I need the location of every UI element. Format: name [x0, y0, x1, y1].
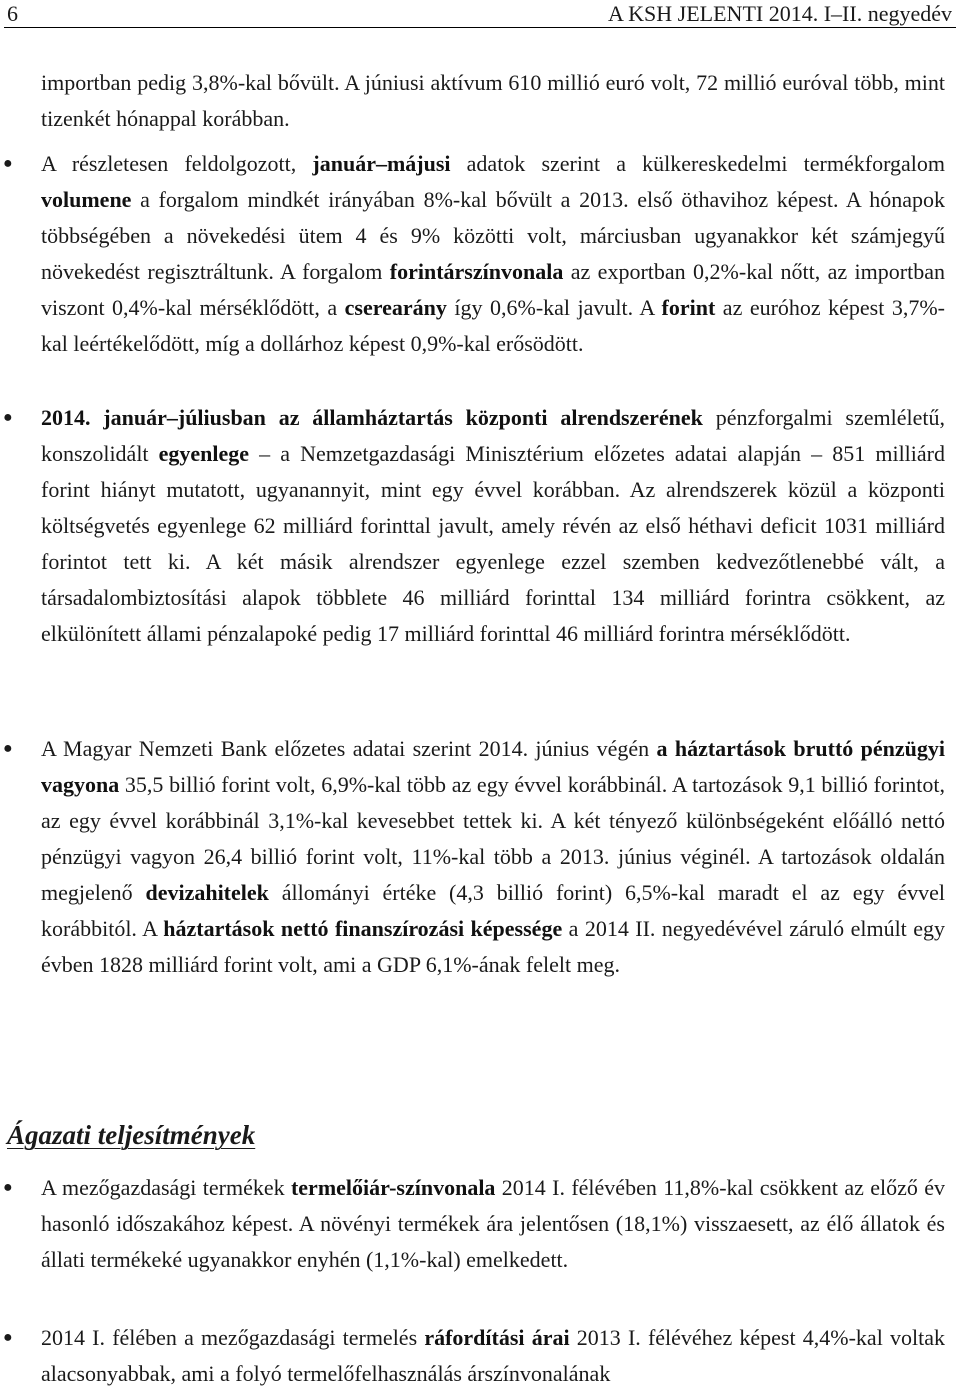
paragraph-trade-continuation	[41, 65, 945, 137]
bold-text: egyenlege	[158, 441, 250, 466]
bold-text: cserearány	[344, 295, 447, 320]
bold-text: ráfordítási árai	[424, 1325, 570, 1350]
header-rule	[4, 27, 956, 28]
text-run: az euróhoz képest 3,7%-kal leértékelődött, míg a dollárhoz képest 0,9%-kal erősödött.	[41, 295, 945, 356]
paragraph-agri-input-prices	[41, 1320, 945, 1392]
text-run: adatok szerint a külkereskedelmi termékforgalom	[450, 151, 945, 176]
bullet-icon: ●	[3, 155, 13, 172]
text-run: az exportban 0,2%-kal nőtt, az importban viszont 0,4%-kal mérséklődött, a	[41, 259, 945, 320]
text-run: pénzforgalmi szemléletű, konszolidált	[41, 405, 945, 466]
page-header	[0, 0, 960, 30]
text-run: A Magyar Nemzeti Bank előzetes adatai szerint 2014. június végén	[41, 736, 657, 761]
text-run: 2014 I. félében a mezőgazdasági termelés	[41, 1325, 425, 1350]
bullet-icon: ●	[3, 1179, 13, 1196]
bold-text: a háztartások bruttó pénzügyi vagyona	[41, 736, 945, 797]
text-run: – a Nemzetgazdasági Minisztérium előzetes adatai alapján – 851 milliárd forint hiányt mutatott, ugyanannyit, mint egy évvel korábban. Az alrendszerek közül a központi költségvetés egyenlege 62 milliárd forinttal javult, amely révén az első héthavi deficit 1031 milliárd forintot tett ki. A két másik alrendszer egyenlege ezzel szemben kedvezőtlenebbé vált, a társadalombiztosítási alapok többlete 46 milliárd forinttal 134 milliárd forintra csökkent, az elkülönített állami pénzalapoké pedig 17 milliárd forinttal 46 milliárd forintra mérséklődött.	[41, 441, 945, 646]
bold-text: forint	[661, 295, 716, 320]
text-run: 35,5 billió forint volt, 6,9%-kal több az egy évvel korábbinál. A tartozások 9,1 billió forintot, az egy évvel korábbinál 3,1%-kal kevesebbet tettek ki. A két tényező különbségeként előálló nettó pénzügyi vagyon 26,4 billió forint volt, 11%-kal több a 2013. június véginél. A tartozások oldalán megjelenő	[41, 772, 945, 905]
text-run: állományi értéke (4,3 billió forint) 6,5%-kal maradt el az egy évvel korábbitól. A	[41, 880, 945, 941]
text-run: így 0,6%-kal javult. A	[446, 295, 662, 320]
bold-text: termelőiár-színvonala	[290, 1175, 496, 1200]
paragraph-household-finances	[41, 731, 945, 983]
page-number: 6	[7, 1, 18, 26]
text-run: a forgalom mindkét irányában 8%-kal bővült a 2013. első öthavihoz képest. A hónapok többségében a növekedési ütem 4 és 9% közötti volt, márciusban ugyanakkor két számjegyű növekedést regisztráltunk. A forgalom	[41, 187, 945, 284]
section-title: Ágazati teljesítmények	[7, 1120, 256, 1150]
paragraph-foreign-trade	[41, 146, 945, 362]
bullet-icon: ●	[3, 1329, 13, 1346]
text-run: A mezőgazdasági termékek	[41, 1175, 291, 1200]
text-run: 2013 I. félévéhez képest 4,4%-kal voltak alacsonyabbak, ami a folyó termelőfelhasználás árszínvonalának	[41, 1325, 945, 1386]
bold-text: háztartások nettó finanszírozási képessége	[163, 916, 563, 941]
bold-text: volumene	[41, 187, 132, 212]
text-run: importban pedig 3,8%-kal bővült. A júniusi aktívum 610 millió euró volt, 72 millió euróval több, mint tizenkét hónappal korábban.	[41, 70, 945, 131]
paragraph-agri-producer-prices	[41, 1170, 945, 1278]
text-run: a 2014 II. negyedévével záruló elmúlt egy évben 1828 milliárd forint volt, ami a GDP 6,1%-ának felelt meg.	[41, 916, 945, 977]
paragraph-state-budget	[41, 400, 945, 652]
bold-text: forintárszínvonala	[389, 259, 564, 284]
bullet-icon: ●	[3, 740, 13, 757]
bold-text: devizahitelek	[145, 880, 269, 905]
bold-text: január–májusi	[312, 151, 451, 176]
bold-text: 2014. január–júliusban az államháztartás központi alrendszerének	[41, 405, 703, 430]
text-run: A részletesen feldolgozott,	[41, 151, 313, 176]
running-title: A KSH JELENTI 2014. I–II. negyedév	[608, 1, 952, 26]
bullet-icon: ●	[3, 409, 13, 426]
text-run: 2014 I. félévében 11,8%-kal csökkent az előző év hasonló időszakához képest. A növényi termékek ára jelentősen (18,1%) visszaesett, az élő állatok és állati termékeké ugyanakkor enyhén (1,1%-kal) emelkedett.	[41, 1175, 945, 1272]
